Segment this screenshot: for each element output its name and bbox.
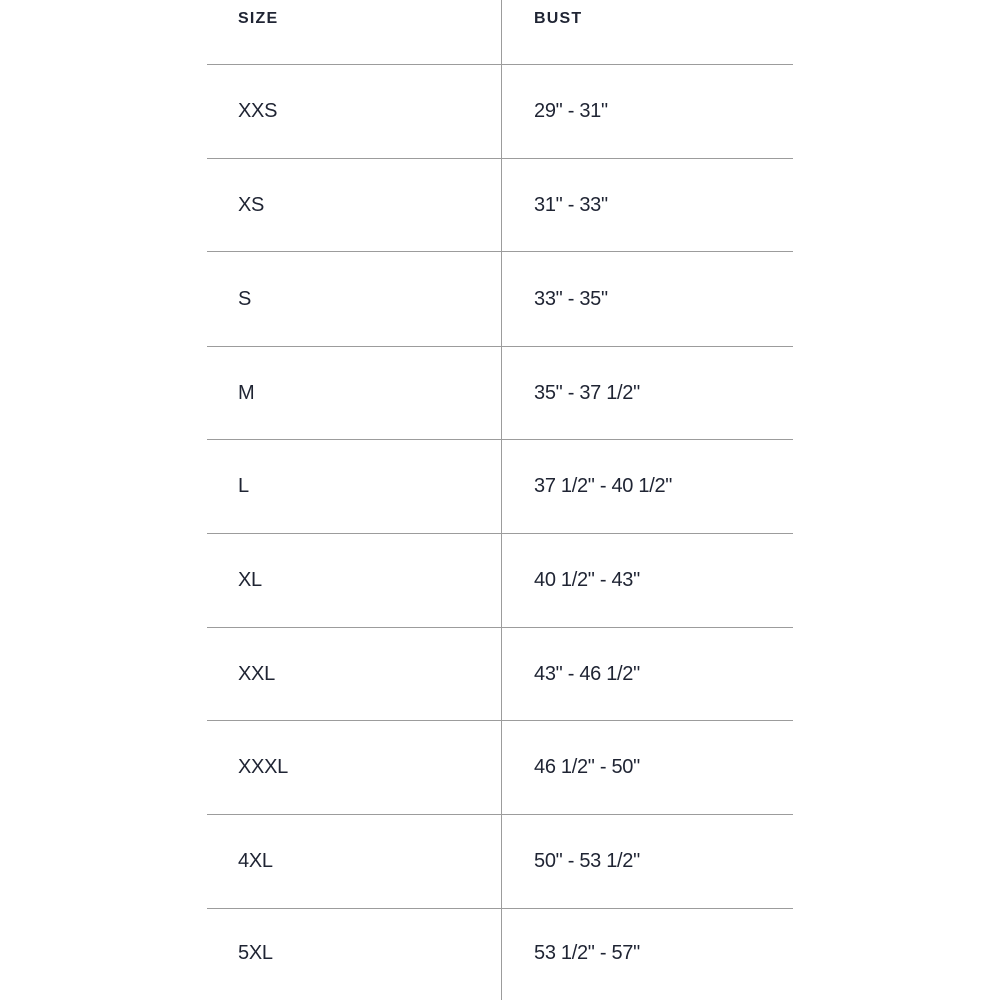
size-cell: XS	[238, 193, 265, 216]
bust-cell: 37 1/2" - 40 1/2"	[534, 475, 673, 497]
size-cell: XXS	[238, 100, 278, 122]
table-row	[207, 815, 793, 909]
header-size: SIZE	[238, 10, 279, 27]
table-header-row	[207, 0, 793, 65]
header-bust: BUST	[534, 10, 583, 27]
table-row	[207, 159, 793, 252]
bust-cell: 40 1/2" - 43"	[534, 569, 640, 591]
size-cell: XXL	[238, 662, 275, 685]
size-cell: 5XL	[238, 941, 273, 964]
bust-cell: 29" - 31"	[534, 100, 608, 122]
table-row	[207, 347, 793, 440]
size-cell: 4XL	[238, 850, 273, 872]
bust-cell: 46 1/2" - 50"	[534, 756, 640, 778]
table-row	[207, 252, 793, 347]
table-row	[207, 440, 793, 534]
bust-cell: 31" - 33"	[534, 193, 608, 216]
table-row	[207, 909, 793, 1000]
table-row	[207, 721, 793, 815]
table-row	[207, 628, 793, 721]
size-cell: M	[238, 381, 255, 404]
bust-cell: 43" - 46 1/2"	[534, 662, 640, 685]
bust-cell: 33" - 35"	[534, 287, 608, 310]
table-row	[207, 65, 793, 159]
size-cell: XXXL	[238, 756, 288, 778]
size-cell: L	[238, 475, 249, 497]
bust-cell: 50" - 53 1/2"	[534, 850, 640, 872]
bust-cell: 35" - 37 1/2"	[534, 381, 640, 404]
size-cell: XL	[238, 569, 262, 591]
size-cell: S	[238, 287, 252, 310]
size-chart-table	[207, 0, 793, 1000]
bust-cell: 53 1/2" - 57"	[534, 941, 640, 964]
table-row	[207, 534, 793, 628]
